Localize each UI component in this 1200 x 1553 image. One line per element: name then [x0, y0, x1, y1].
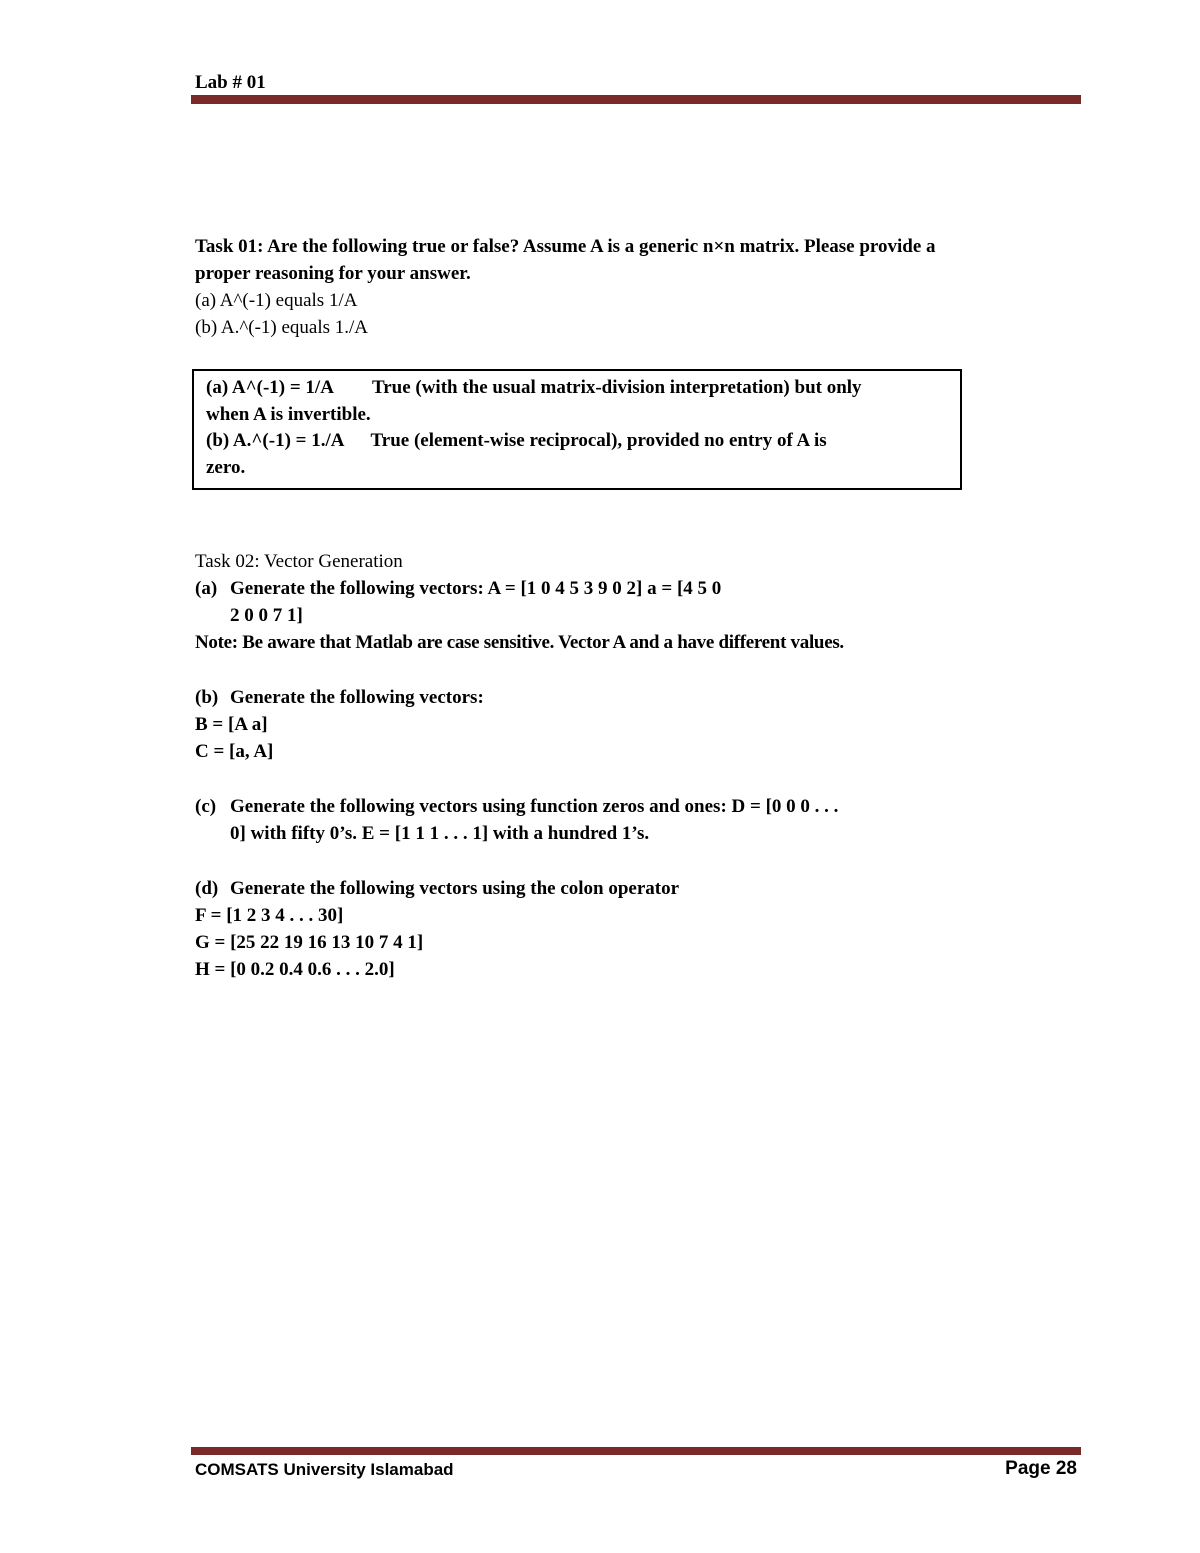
- item-b-label: (b): [195, 687, 219, 708]
- item-b-equation-2: C = [a, A]: [195, 741, 274, 762]
- task-02-note: Note: Be aware that Matlab are case sensitive. Vector A and a have different values.: [195, 632, 844, 653]
- task-02-item-c: [195, 793, 1077, 820]
- answer-b-line-1: [206, 428, 948, 455]
- item-a-line-2: 2 0 0 7 1]: [230, 605, 303, 626]
- task-02-item-d: [195, 875, 1077, 902]
- answer-a-text: True (with the usual matrix-division interpretation) but only: [371, 377, 862, 398]
- item-d-equation-1: F = [1 2 3 4 . . . 30]: [195, 905, 344, 926]
- item-c-label: (c): [195, 796, 217, 817]
- answer-a-expression: (a) A^(-1) = 1/A: [206, 377, 334, 398]
- item-d-equation-3: H = [0 0.2 0.4 0.6 . . . 2.0]: [195, 959, 395, 980]
- task-01-heading-line-2: proper reasoning for your answer.: [195, 263, 471, 284]
- task-01-item-a: (a) A^(-1) equals 1/A: [195, 290, 358, 311]
- item-c-line-1: Generate the following vectors using function zeros and ones: D = [0 0 0 . . .: [230, 796, 839, 817]
- footer-rule: [191, 1447, 1081, 1455]
- page-header-title: Lab # 01: [195, 72, 266, 93]
- task-02-section: [195, 548, 1077, 983]
- task-01-item-b: (b) A.^(-1) equals 1./A: [195, 317, 369, 338]
- answer-b-line-2: zero.: [206, 456, 246, 478]
- item-c-line-2: 0] with fifty 0’s. E = [1 1 1 . . . 1] with a hundred 1’s.: [230, 823, 650, 844]
- footer-institution: COMSATS University Islamabad: [195, 1460, 454, 1479]
- answer-a-line-2: when A is invertible.: [206, 403, 371, 425]
- item-a-label: (a): [195, 578, 218, 599]
- footer-page-number: Page 28: [1005, 1458, 1077, 1479]
- item-d-equation-2: G = [25 22 19 16 13 10 7 4 1]: [195, 932, 424, 953]
- task-02-item-a: [195, 575, 1077, 602]
- answer-box: [192, 369, 962, 490]
- task-01-heading-line-1: Task 01: Are the following true or false? Assume A is a generic n×n matrix. Please provide a: [195, 236, 936, 257]
- item-d-line: Generate the following vectors using the colon operator: [230, 878, 680, 899]
- task-01-section: [195, 233, 1077, 341]
- task-02-item-b: [195, 684, 1077, 711]
- answer-b-expression: (b) A.^(-1) = 1./A: [206, 430, 345, 451]
- task-02-heading: Task 02: Vector Generation: [195, 551, 403, 572]
- item-b-line: Generate the following vectors:: [230, 687, 484, 708]
- answer-a-line-1: [206, 375, 948, 402]
- item-a-line-1: Generate the following vectors: A = [1 0 4 5 3 9 0 2] a = [4 5 0: [230, 578, 722, 599]
- item-d-label: (d): [195, 878, 219, 899]
- item-b-equation-1: B = [A a]: [195, 714, 268, 735]
- answer-b-text: True (element-wise reciprocal), provided no entry of A is: [370, 430, 827, 451]
- header-rule: [191, 95, 1081, 104]
